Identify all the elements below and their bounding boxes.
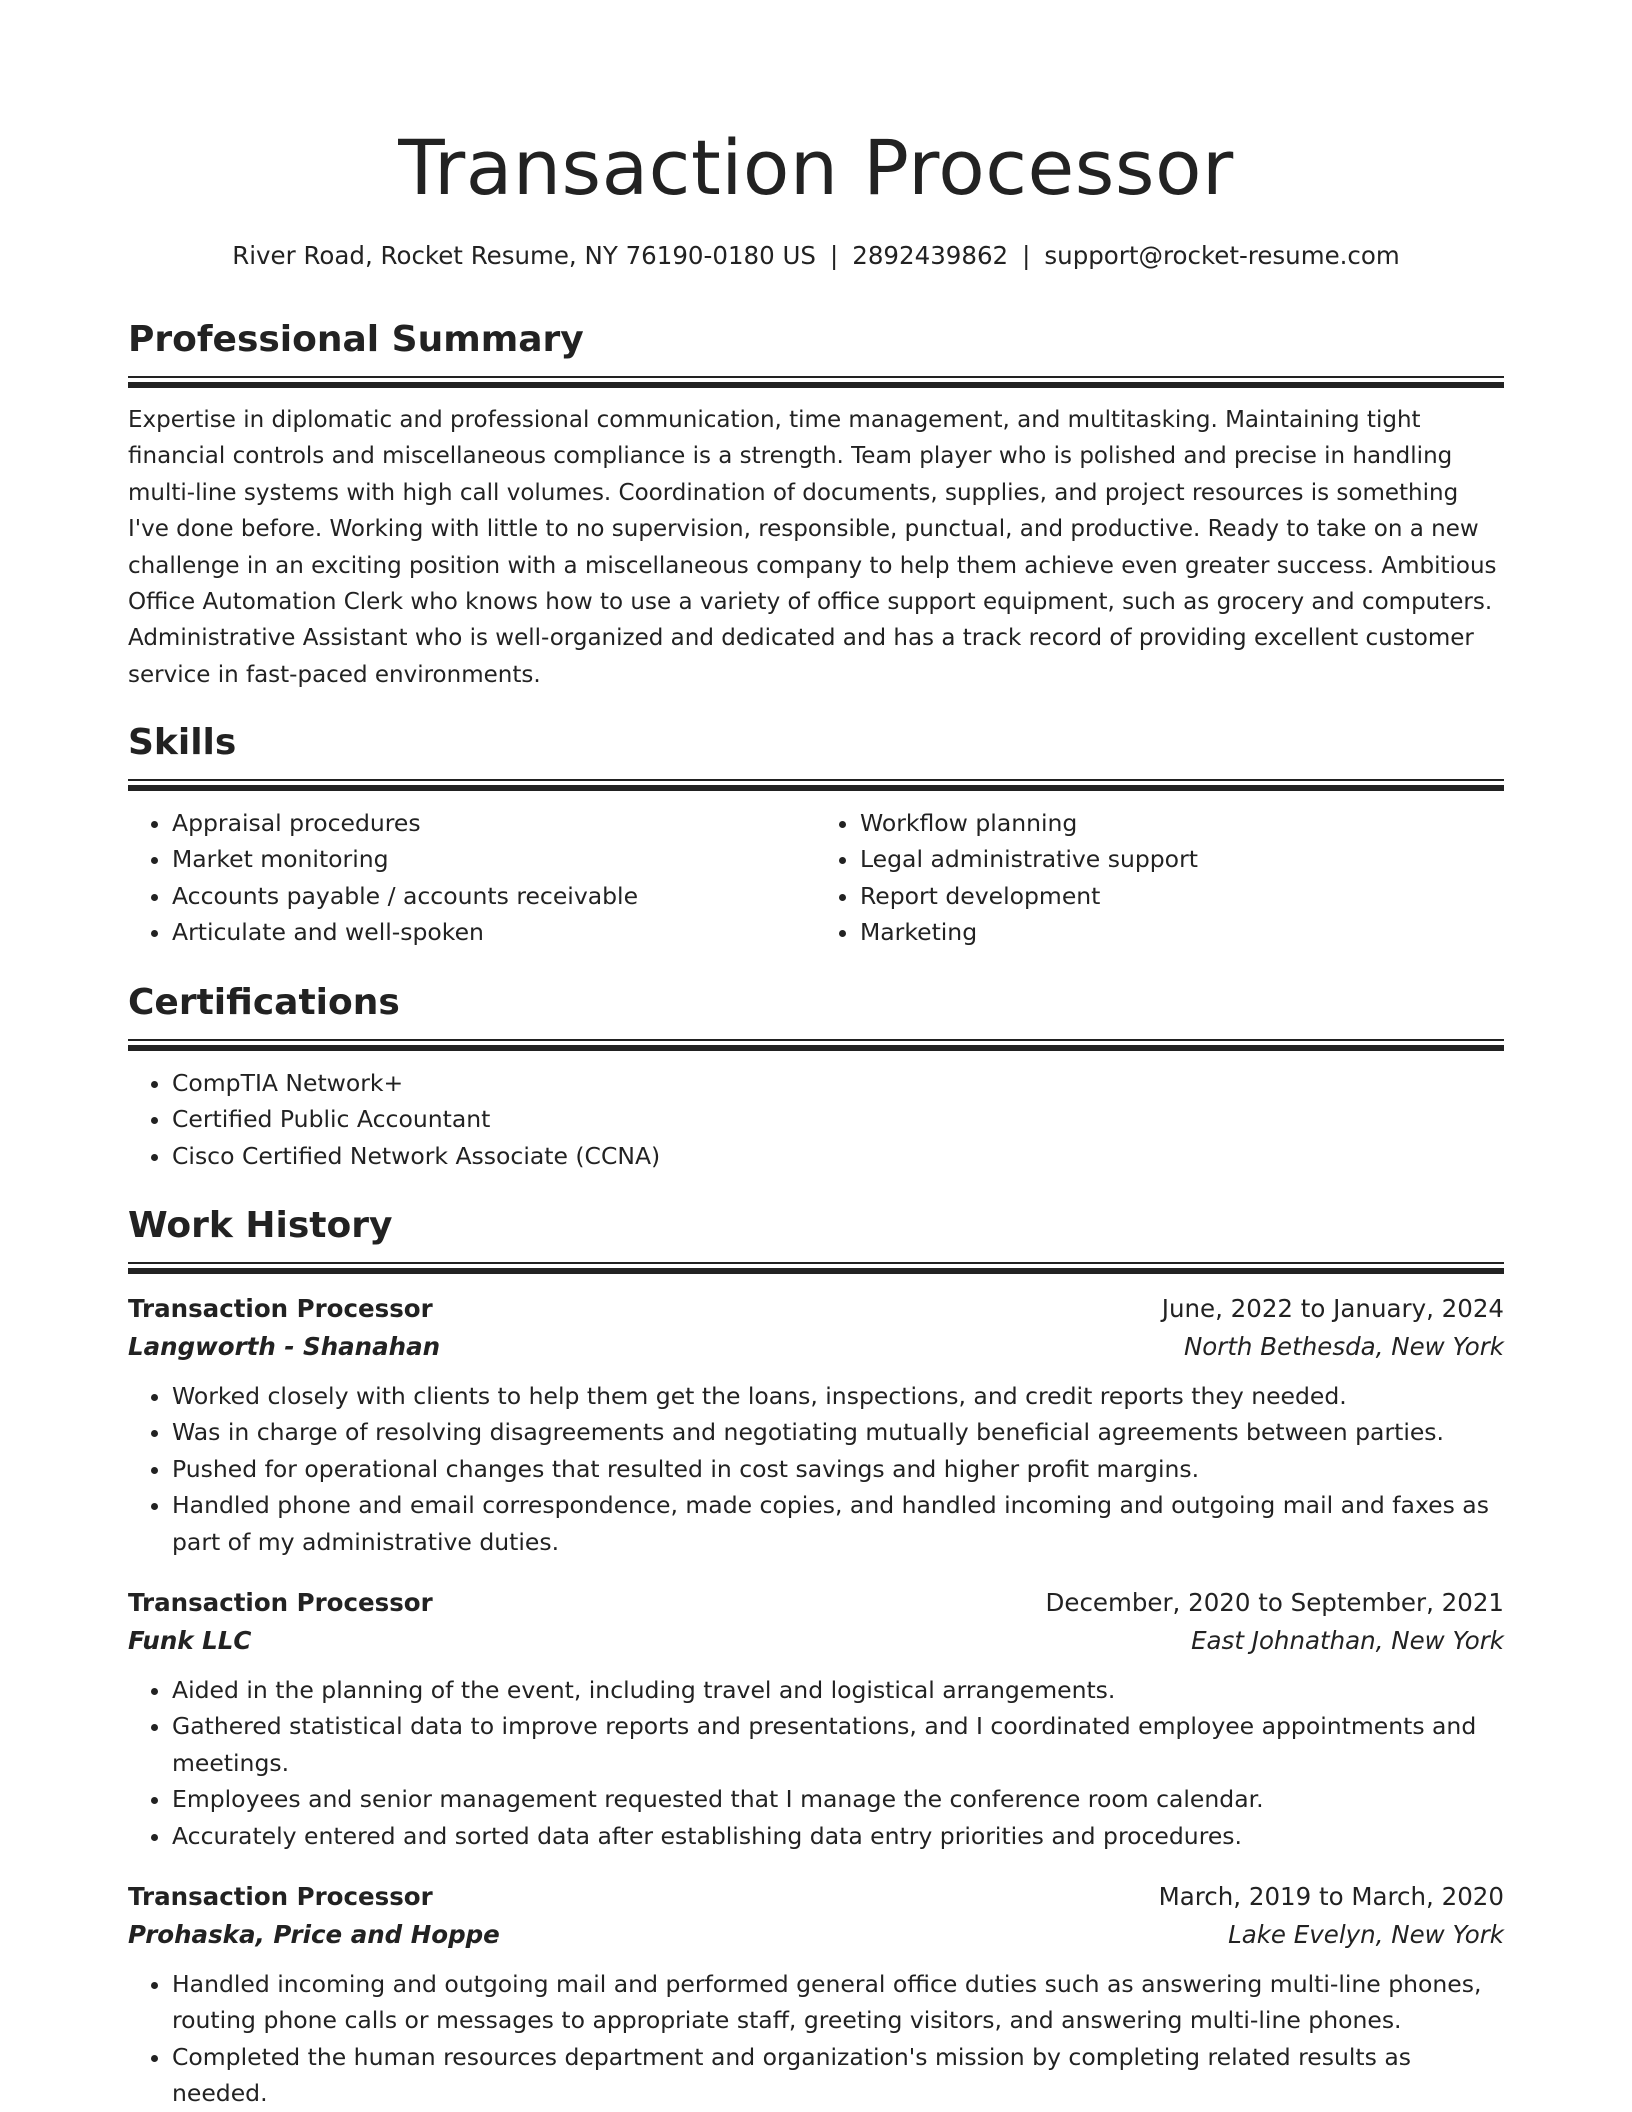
- job-entry: [128, 1878, 1504, 2112]
- certifications-list: [128, 1065, 1504, 1174]
- job-bullet: • Pushed for operational changes that resulted in cost savings and higher profit margins.: [172, 1451, 1504, 1487]
- job-dates: March, 2019 to March, 2020: [1158, 1882, 1504, 1912]
- skills-heading: Skills: [128, 722, 237, 763]
- skill-item: • Legal administrative support: [860, 841, 1504, 877]
- job-subheader: [128, 1328, 1504, 1366]
- job-header: [128, 1878, 1504, 1916]
- job-header: [128, 1584, 1504, 1622]
- section-rule: [128, 779, 1504, 781]
- job-bullets: [128, 1672, 1504, 1854]
- job-title: Transaction Processor: [128, 1294, 433, 1323]
- contact-phone: 2892439862: [852, 241, 1009, 270]
- job-bullet: • Accurately entered and sorted data after establishing data entry priorities and procedures.: [172, 1818, 1504, 1854]
- job-company: Langworth - Shanahan: [128, 1332, 441, 1361]
- skill-item: • Articulate and well-spoken: [172, 914, 816, 950]
- job-subheader: [128, 1622, 1504, 1660]
- job-title: Transaction Processor: [128, 1588, 433, 1618]
- skills-section: [128, 717, 1504, 951]
- skills-columns: [128, 805, 1504, 951]
- job-title: Transaction Processor: [128, 1882, 433, 1912]
- job-bullet: • Completed the human resources department and organization's mission by completing related results as needed.: [172, 2039, 1504, 2112]
- job-location: East Johnathan, New York: [1191, 1626, 1504, 1656]
- job-company: Funk LLC: [128, 1626, 252, 1656]
- contact-address: River Road, Rocket Resume, NY 76190-0180 US: [232, 241, 816, 270]
- certification-item: • Cisco Certified Network Associate (CCNA): [172, 1138, 1504, 1174]
- job-header: [128, 1290, 1504, 1328]
- job-bullet: • Worked closely with clients to help them get the loans, inspections, and credit reports they needed.: [172, 1378, 1504, 1414]
- section-rule: [128, 1262, 1504, 1264]
- skill-item: • Report development: [860, 878, 1504, 914]
- job-bullets: [128, 1378, 1504, 1560]
- summary-heading: Professional Summary: [128, 319, 584, 360]
- section-rule-thick: [128, 1045, 1504, 1051]
- job-bullet: • Handled incoming and outgoing mail and performed general office duties such as answering multi-line phones, routing phone calls or messages to appropriate staff, greeting visitors, and answering multi-line phones.: [172, 1966, 1504, 2039]
- job-bullet: • Employees and senior management requested that I manage the conference room calendar.: [172, 1781, 1504, 1817]
- job-location: Lake Evelyn, New York: [1228, 1920, 1504, 1950]
- certifications-section: [128, 977, 1504, 1174]
- summary-text: Expertise in diplomatic and professional communication, time management, and multitasking. Maintaining tight financial controls and miscellaneous compliance is a strength. Team player who is polished and precise in handling multi-line systems with high call volumes. Coordination of documents, supplies, and project resources is something I've done before. Working with little to no supervision, responsible, punctual, and productive. Ready to take on a new challenge in an exciting position with a miscellaneous company to help them achieve even greater success. Ambitious Office Automation Clerk who knows how to use a variety of office support equipment, such as grocery and computers. Administrative Assistant who is well-organized and dedicated and has a track record of providing excellent customer service in fast-paced environments.: [128, 407, 1497, 688]
- skill-item: • Market monitoring: [172, 841, 816, 877]
- section-rule-thick: [128, 382, 1504, 388]
- job-entry: [128, 1290, 1504, 1560]
- skills-list-left: [128, 805, 816, 951]
- contact-separator: |: [829, 241, 839, 270]
- contact-email: support@rocket-resume.com: [1044, 241, 1400, 270]
- certifications-heading: Certifications: [128, 982, 400, 1023]
- job-bullets: [128, 1966, 1504, 2112]
- contact-line: [128, 238, 1504, 274]
- section-rule: [128, 1039, 1504, 1041]
- resume-name: Transaction Processor: [398, 123, 1234, 212]
- job-dates: December, 2020 to September, 2021: [1045, 1588, 1504, 1618]
- job-entry: [128, 1584, 1504, 1854]
- section-rule-thick: [128, 785, 1504, 791]
- skill-item: • Marketing: [860, 914, 1504, 950]
- job-bullet: • Handled phone and email correspondence, made copies, and handled incoming and outgoing mail and faxes as part of my administrative duties.: [172, 1487, 1504, 1560]
- skill-item: • Workflow planning: [860, 805, 1504, 841]
- work-history-heading: Work History: [128, 1205, 393, 1246]
- work-history-section: [128, 1200, 1504, 2112]
- skill-item: • Accounts payable / accounts receivable: [172, 878, 816, 914]
- certification-item: • Certified Public Accountant: [172, 1101, 1504, 1137]
- job-bullet: • Aided in the planning of the event, including travel and logistical arrangements.: [172, 1672, 1504, 1708]
- job-bullet: • Gathered statistical data to improve reports and presentations, and I coordinated employee appointments and meetings.: [172, 1708, 1504, 1781]
- job-bullet: • Was in charge of resolving disagreements and negotiating mutually beneficial agreements between parties.: [172, 1414, 1504, 1450]
- contact-separator: |: [1022, 241, 1031, 270]
- skills-list-right: [816, 805, 1504, 951]
- section-rule: [128, 376, 1504, 378]
- job-location: North Bethesda, New York: [1183, 1332, 1504, 1361]
- job-subheader: [128, 1916, 1504, 1954]
- certification-item: • CompTIA Network+: [172, 1065, 1504, 1101]
- skill-item: • Appraisal procedures: [172, 805, 816, 841]
- section-rule-thick: [128, 1268, 1504, 1274]
- job-company: Prohaska, Price and Hoppe: [128, 1920, 500, 1950]
- job-dates: June, 2022 to January, 2024: [1161, 1294, 1504, 1323]
- summary-section: [128, 314, 1504, 693]
